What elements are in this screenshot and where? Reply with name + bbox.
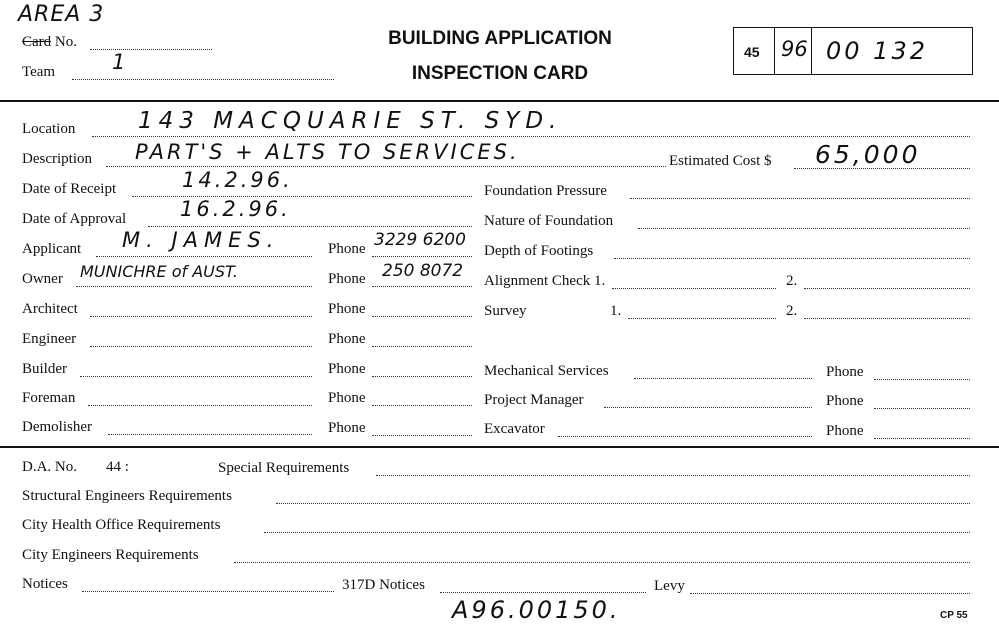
architect-phone-field[interactable] [372,316,472,317]
da-no-label: D.A. No. [22,459,77,475]
engineer-phone-field[interactable] [372,346,472,347]
nature-foundation-field[interactable] [638,228,970,229]
location-label: Location [22,121,76,137]
demolisher-phone-field[interactable] [372,435,472,436]
excavator-field[interactable] [558,436,812,437]
estimated-cost-label: Estimated Cost $ [669,153,772,169]
owner-field[interactable] [76,286,312,287]
approval-field[interactable] [148,226,472,227]
survey-2-field[interactable] [804,318,970,319]
foreman-phone-label: Phone [328,390,366,406]
ref-year: 96 [781,37,808,61]
applicant-field[interactable] [96,256,312,257]
engineer-phone-label: Phone [328,331,366,347]
alignment-check-label: Alignment Check 1. [484,273,606,289]
structural-requirements-field[interactable] [276,503,970,504]
team-label: Team [22,64,56,80]
alignment-check-1-field[interactable] [612,288,776,289]
approval-value: 16.2.96. [180,197,291,221]
area-handwritten: AREA 3 [18,2,105,27]
owner-phone-value: 250 8072 [382,261,464,281]
approval-label: Date of Approval [22,211,127,227]
team-value: 1 [112,50,129,74]
card-no-label [22,34,77,51]
builder-phone-label: Phone [328,361,366,377]
alignment-two-label: 2. [786,273,798,289]
foundation-pressure-field[interactable] [630,198,970,199]
demolisher-label: Demolisher [22,419,92,435]
location-field[interactable] [92,136,970,137]
depth-footings-label: Depth of Footings [484,243,594,259]
project-manager-label: Project Manager [484,392,584,408]
builder-phone-field[interactable] [372,376,472,377]
builder-label: Builder [22,361,67,377]
card-struck-label: Card [22,34,52,50]
project-manager-field[interactable] [604,407,812,408]
project-manager-phone-label: Phone [826,393,864,409]
alignment-check-2-field[interactable] [804,288,970,289]
mechanical-services-field[interactable] [634,378,812,379]
form-title-line2: INSPECTION CARD [411,63,589,84]
demolisher-phone-label: Phone [328,420,366,436]
demolisher-field[interactable] [108,434,312,435]
reference-number-box [733,27,973,75]
architect-phone-label: Phone [328,301,366,317]
applicant-label: Applicant [22,241,82,257]
header-divider [0,100,999,102]
owner-value: MUNICHRE of AUST. [80,262,238,281]
description-label: Description [22,151,92,167]
special-requirements-field[interactable] [376,475,970,476]
owner-phone-label: Phone [328,271,366,287]
mechanical-phone-label: Phone [826,364,864,380]
estimated-cost-value: 65,000 [815,140,921,169]
survey-one-label: 1. [610,303,622,319]
survey-1-field[interactable] [628,318,776,319]
description-value: PART'S + ALTS TO SERVICES. [135,140,520,164]
survey-label: Survey [484,303,527,319]
project-manager-phone-field[interactable] [874,408,970,409]
health-requirements-label: City Health Office Requirements [22,517,221,533]
foreman-field[interactable] [88,405,312,406]
foundation-pressure-label: Foundation Pressure [484,183,607,199]
nature-foundation-label: Nature of Foundation [484,213,614,229]
footer-reference-handwritten: A96.00150. [452,596,621,624]
form-title-line1: BUILDING APPLICATION [388,28,612,49]
ref-prefix: 45 [744,44,760,60]
location-value: 143 MACQUARIE ST. SYD. [138,108,563,134]
notices-317d-field[interactable] [440,592,646,593]
applicant-phone-label: Phone [328,241,366,257]
notices-label: Notices [22,576,68,592]
applicant-value: M. JAMES. [122,228,280,252]
foreman-label: Foreman [22,390,76,406]
excavator-phone-field[interactable] [874,438,970,439]
owner-label: Owner [22,271,63,287]
applicant-phone-field[interactable] [372,256,472,257]
owner-phone-field[interactable] [372,286,472,287]
structural-requirements-label: Structural Engineers Requirements [22,488,232,504]
notices-field[interactable] [82,591,334,592]
special-requirements-label: Special Requirements [218,460,350,476]
excavator-label: Excavator [484,421,545,437]
description-field[interactable] [106,166,666,167]
foreman-phone-field[interactable] [372,405,472,406]
notices-317d-label: 317D Notices [342,577,425,593]
receipt-value: 14.2.96. [182,168,293,192]
levy-label: Levy [654,578,685,594]
depth-footings-field[interactable] [614,258,970,259]
survey-two-label: 2. [786,303,798,319]
card-no-field[interactable] [90,49,212,50]
mechanical-services-label: Mechanical Services [484,363,609,379]
form-code: CP 55 [940,610,968,621]
levy-field[interactable] [690,593,970,594]
applicant-phone-value: 3229 6200 [374,230,466,250]
team-field[interactable] [72,79,334,80]
requirements-divider [0,446,999,448]
builder-field[interactable] [80,376,312,377]
health-requirements-field[interactable] [264,532,970,533]
engineer-field[interactable] [90,346,312,347]
city-engineers-requirements-field[interactable] [234,562,970,563]
excavator-phone-label: Phone [826,423,864,439]
engineer-label: Engineer [22,331,77,347]
ref-number: 00 132 [826,37,928,65]
receipt-label: Date of Receipt [22,181,117,197]
architect-field[interactable] [90,316,312,317]
city-engineers-requirements-label: City Engineers Requirements [22,547,199,563]
architect-label: Architect [22,301,78,317]
mechanical-phone-field[interactable] [874,379,970,380]
da-no-value: 44 : [106,459,129,475]
no-label: No. [54,34,78,50]
